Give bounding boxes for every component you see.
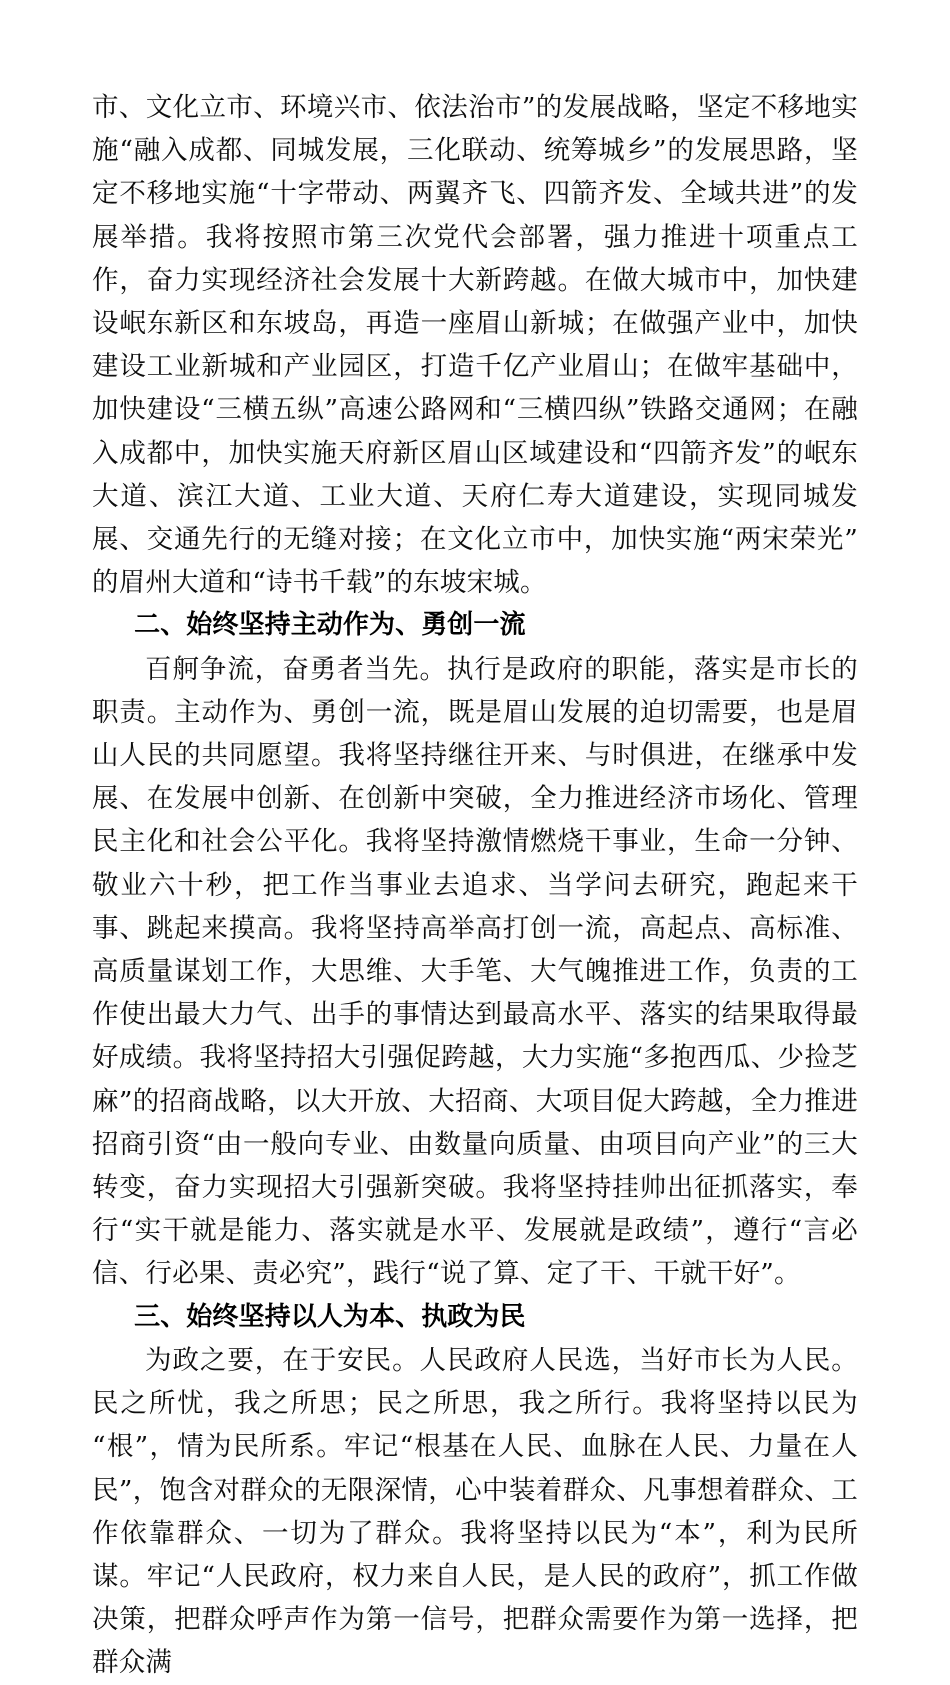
section-heading-two: 二、始终坚持主动作为、勇创一流 [134, 610, 526, 641]
page-text-column [92, 86, 858, 1685]
section-heading-three: 三、始终坚持以人为本、执政为民 [134, 1301, 526, 1332]
paragraph-section-two-body: 百舸争流，奋勇者当先。执行是政府的职能，落实是市长的职责。主动作为、勇创一流，既是眉山发展的迫切需要，也是眉山人民的共同愿望。我将坚持继往开来、与时俱进，在继承中发展、在发展中创新、在创新中突破，全力推进经济市场化、管理民主化和社会公平化。我将坚持激情燃烧干事业，生命一分钟、敬业六十秒，把工作当事业去追求、当学问去研究，跑起来干事、跳起来摸高。我将坚持高举高打创一流，高起点、高标准、高质量谋划工作，大思维、大手笔、大气魄推进工作，负责的工作使出最大力气、出手的事情达到最高水平、落实的结果取得最好成绩。我将坚持招大引强促跨越，大力实施“多抱西瓜、少捡芝麻”的招商战略，以大开放、大招商、大项目促大跨越，全力推进招商引资“由一般向专业、由数量向质量、由项目向产业”的三大转变，奋力实现招大引强新突破。我将坚持挂帅出征抓落实，奉行“实干就是能力、落实就是水平、发展就是政绩”，遵行“言必信、行必果、责必究”，践行“说了算、定了干、干就干好”。 [92, 653, 858, 1290]
paragraph-section-three-body: 为政之要，在于安民。人民政府人民选，当好市长为人民。民之所忧，我之所思；民之所思，我之所行。我将坚持以民为“根”，情为民所系。牢记“根基在人民、血脉在人民、力量在人民”，饱含对群众的无限深情，心中装着群众、凡事想着群众、工作依靠群众、一切为了群众。我将坚持以民为“本”，利为民所谋。牢记“人民政府，权力来自人民，是人民的政府”，抓工作做决策，把群众呼声作为第一信号，把群众需要作为第一选择，把群众满 [92, 1344, 858, 1679]
paragraph-continuation-strategy: 市、文化立市、环境兴市、依法治市”的发展战略，坚定不移地实施“融入成都、同城发展，三化联动、统筹城乡”的发展思路，坚定不移地实施“十字带动、两翼齐飞、四箭齐发、全域共进”的发展举措。我将按照市第三次党代会部署，强力推进十项重点工作，奋力实现经济社会发展十大新跨越。在做大城市中，加快建设岷东新区和东坡岛，再造一座眉山新城；在做强产业中，加快建设工业新城和产业园区，打造千亿产业眉山；在做牢基础中，加快建设“三横五纵”高速公路网和“三横四纵”铁路交通网；在融入成都中，加快实施天府新区眉山区域建设和“四箭齐发”的岷东大道、滨江大道、工业大道、天府仁寿大道建设，实现同城发展、交通先行的无缝对接；在文化立市中，加快实施“两宋荣光”的眉州大道和“诗书千载”的东坡宋城。 [92, 92, 858, 599]
